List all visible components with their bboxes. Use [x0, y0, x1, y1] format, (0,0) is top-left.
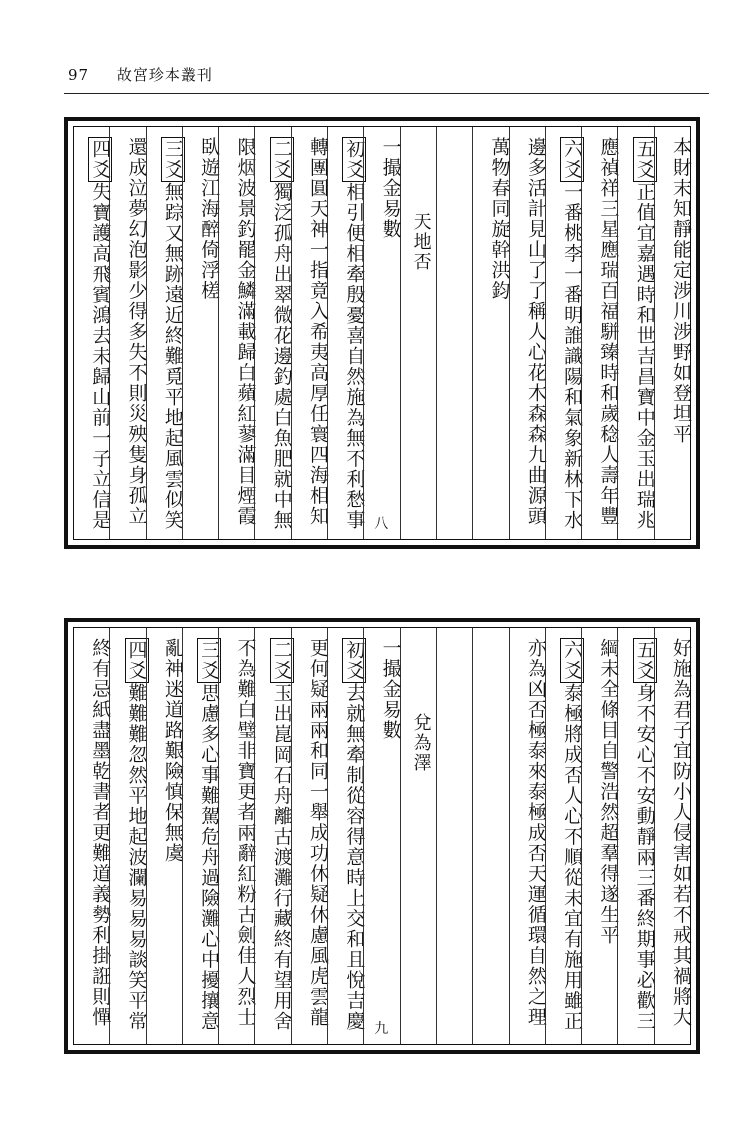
text-column	[146, 127, 182, 539]
text-column	[182, 628, 221, 1044]
text-column	[327, 127, 366, 539]
text-column: 轉團圓天神一指竟入希夷高厚任寰四海相知	[291, 127, 327, 539]
column-text: 身不安心不安動靜兩三番終期事必歡三	[633, 683, 656, 1032]
yao-marker: 六爻	[561, 139, 584, 180]
yao-marker: 初爻	[343, 139, 366, 180]
upper-panel-columns	[74, 127, 690, 539]
text-column: 臥遊江海醉倚浮槎	[182, 127, 218, 539]
folio-number: 九	[374, 1021, 390, 1037]
yao-marker: 二爻	[270, 640, 293, 681]
text-column: 不為難白璧非寶更者兩辭紅粉古劍佳人烈士	[218, 628, 254, 1044]
text-column: 亦為凶否極泰來泰極成否天運循環自然之理	[509, 628, 545, 1044]
book-title: 故宮珍本叢刊	[116, 66, 213, 84]
text-column	[545, 127, 584, 539]
text-column	[109, 628, 148, 1044]
column-text: 正值宜嘉遇時和世吉昌寶中金玉出瑞兆	[633, 182, 656, 531]
yao-marker: 四爻	[125, 640, 148, 681]
column-text: 泰極將成否人心不順從未宜有施用雖正	[561, 683, 584, 1032]
text-column: 邊多活計見山了了稱人心花木森森九曲源頭	[509, 127, 545, 539]
text-column	[254, 127, 293, 539]
upper-panel-frame	[73, 126, 691, 540]
lower-panel-columns	[74, 628, 690, 1044]
text-column	[74, 127, 112, 539]
column-text: 一番桃李一番明誰識陽和氣象新林下水	[561, 182, 584, 531]
column-text: 思慮多心事難駕危舟過險灘心中擾攘意	[198, 683, 221, 1032]
text-column	[436, 127, 472, 539]
column-text: 難難難忽然平地起波瀾易易易談笑平常	[125, 683, 148, 1032]
hexagram-name: 天地否	[410, 212, 432, 272]
text-column	[617, 127, 656, 539]
text-column: 綱未全條目自警浩然超羣得遂生平	[581, 628, 617, 1044]
text-column	[472, 628, 508, 1044]
text-column	[617, 628, 656, 1044]
text-column: 萬物春同旋幹洪鈞	[472, 127, 508, 539]
yao-marker: 三爻	[161, 139, 184, 180]
lower-panel-frame	[73, 627, 691, 1045]
lower-panel	[64, 618, 700, 1054]
text-column	[254, 628, 293, 1044]
yao-marker: 二爻	[270, 139, 293, 180]
column-text: 玉出崑岡石舟離古渡灘行藏終有望用舍	[270, 683, 293, 1032]
center-title-column	[363, 628, 432, 1044]
text-column: 應禎祥三星應瑞百福駢臻時和歲稔人壽年豐	[581, 127, 617, 539]
text-column	[400, 628, 436, 1044]
yao-marker: 六爻	[561, 640, 584, 681]
text-column: 更何疑兩兩和同一舉成功休疑休慮風虎雲龍	[291, 628, 327, 1044]
yao-marker: 五爻	[633, 640, 656, 681]
text-column	[436, 628, 472, 1044]
text-column: 亂神迷道路艱險慎保無虞	[146, 628, 182, 1044]
section-title: 一撮金易數	[379, 638, 402, 741]
yao-marker: 初爻	[343, 640, 366, 681]
yao-marker: 五爻	[633, 139, 656, 180]
text-column	[327, 628, 366, 1044]
text-column: 好施為君子宜防小人侵害如若不戒其禍將大	[654, 628, 690, 1044]
column-text: 相引便相牽殷憂喜自然施為無不利愁事	[343, 182, 366, 531]
yao-marker: 三爻	[198, 640, 221, 681]
section-title: 一撮金易數	[379, 137, 402, 240]
text-column: 限烟波景釣罷金鱗滿載歸白蘋紅蓼滿目煙霞	[218, 127, 254, 539]
running-head	[68, 64, 213, 85]
hexagram-name: 兌為澤	[410, 713, 432, 773]
upper-panel	[64, 117, 700, 549]
column-text: 無踪又無跡遠近終難覓平地起風雲似笑	[161, 182, 184, 531]
center-title-column	[363, 127, 432, 539]
text-column: 還成泣夢幻泡影少得多失不則災殃隻身孤立	[109, 127, 145, 539]
header-rule	[64, 93, 709, 94]
text-column: 終有忌紙盡墨乾書者更難道義勢利掛誑則憚	[89, 638, 112, 1028]
text-column	[545, 628, 584, 1044]
page-number: 97	[68, 66, 90, 84]
column-text: 獨泛孤舟出翠微花邊釣處白魚肥就中無	[270, 182, 293, 531]
text-column: 本財末知靜能定涉川涉野如登坦平	[654, 127, 690, 539]
folio-number: 八	[374, 516, 390, 532]
text-column	[400, 127, 436, 539]
yao-marker: 四爻	[89, 139, 112, 180]
column-text: 去就無牽制從容得意時上交和且悅吉慶	[343, 683, 366, 1032]
column-text: 失寶護高飛賓鴻去未歸山前一子立信是	[89, 182, 112, 531]
